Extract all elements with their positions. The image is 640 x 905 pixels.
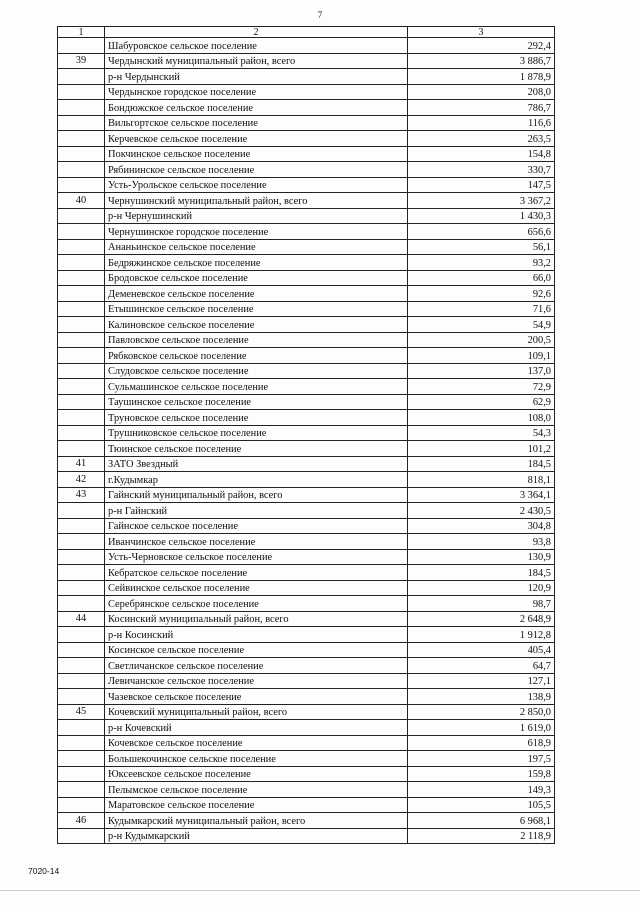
row-value: 1 878,9	[408, 69, 555, 85]
table-row	[58, 720, 555, 736]
row-value: 66,0	[408, 270, 555, 286]
row-value: 304,8	[408, 518, 555, 534]
row-value: 330,7	[408, 162, 555, 178]
row-value: 127,1	[408, 673, 555, 689]
row-number	[58, 689, 105, 705]
header-col-3: 3	[408, 27, 555, 38]
row-value: 149,3	[408, 782, 555, 798]
row-value: 130,9	[408, 549, 555, 565]
row-name: р-н Чердынский	[105, 69, 408, 85]
row-name: Рябковское сельское поселение	[105, 348, 408, 364]
row-value: 208,0	[408, 84, 555, 100]
row-value: 109,1	[408, 348, 555, 364]
row-number	[58, 115, 105, 131]
row-number	[58, 146, 105, 162]
row-number: 39	[58, 53, 105, 69]
row-number	[58, 38, 105, 54]
row-value: 3 367,2	[408, 193, 555, 209]
row-number	[58, 208, 105, 224]
row-name: Кочевское сельское поселение	[105, 735, 408, 751]
row-value: 263,5	[408, 131, 555, 147]
row-name: р-н Гайнский	[105, 503, 408, 519]
row-value: 200,5	[408, 332, 555, 348]
row-name: Труновское сельское поселение	[105, 410, 408, 426]
row-number	[58, 177, 105, 193]
row-number: 46	[58, 813, 105, 829]
row-name: Чазевское сельское поселение	[105, 689, 408, 705]
table-row	[58, 286, 555, 302]
row-number	[58, 286, 105, 302]
row-number	[58, 348, 105, 364]
row-value: 2 850,0	[408, 704, 555, 720]
row-number: 41	[58, 456, 105, 472]
table-row	[58, 813, 555, 829]
row-number: 45	[58, 704, 105, 720]
row-number	[58, 751, 105, 767]
row-value: 818,1	[408, 472, 555, 488]
row-name: Маратовское сельское поселение	[105, 797, 408, 813]
row-number	[58, 332, 105, 348]
table-row	[58, 270, 555, 286]
row-name: Трушниковское сельское поселение	[105, 425, 408, 441]
budget-table	[57, 26, 555, 844]
row-name: Кочевский муниципальный район, всего	[105, 704, 408, 720]
row-number	[58, 69, 105, 85]
row-name: Вильгортское сельское поселение	[105, 115, 408, 131]
table-header	[58, 27, 555, 38]
row-name: Ананьинское сельское поселение	[105, 239, 408, 255]
table-row	[58, 410, 555, 426]
table-row	[58, 503, 555, 519]
row-value: 405,4	[408, 642, 555, 658]
table-row	[58, 673, 555, 689]
row-value: 105,5	[408, 797, 555, 813]
table-row	[58, 828, 555, 844]
header-row	[58, 27, 555, 38]
row-number	[58, 410, 105, 426]
table-row	[58, 456, 555, 472]
row-number	[58, 317, 105, 333]
row-number	[58, 565, 105, 581]
row-name: Тюинское сельское поселение	[105, 441, 408, 457]
row-name: ЗАТО Звездный	[105, 456, 408, 472]
row-value: 137,0	[408, 363, 555, 379]
table-row	[58, 38, 555, 54]
table-row	[58, 596, 555, 612]
row-name: Шабуровское сельское поселение	[105, 38, 408, 54]
row-name: Пелымское сельское поселение	[105, 782, 408, 798]
row-value: 159,8	[408, 766, 555, 782]
row-name: Чердынский муниципальный район, всего	[105, 53, 408, 69]
row-number	[58, 84, 105, 100]
row-number	[58, 239, 105, 255]
row-name: Керчевское сельское поселение	[105, 131, 408, 147]
row-name: Покчинское сельское поселение	[105, 146, 408, 162]
row-value: 618,9	[408, 735, 555, 751]
row-number	[58, 394, 105, 410]
table-row	[58, 332, 555, 348]
row-number	[58, 255, 105, 271]
table-row	[58, 100, 555, 116]
table-row	[58, 255, 555, 271]
row-name: Сейвинское сельское поселение	[105, 580, 408, 596]
table-row	[58, 379, 555, 395]
table-row	[58, 735, 555, 751]
row-number	[58, 797, 105, 813]
row-value: 54,3	[408, 425, 555, 441]
row-number: 44	[58, 611, 105, 627]
row-value: 1 912,8	[408, 627, 555, 643]
row-value: 72,9	[408, 379, 555, 395]
row-value: 3 886,7	[408, 53, 555, 69]
row-value: 92,6	[408, 286, 555, 302]
table-row	[58, 534, 555, 550]
row-value: 1 619,0	[408, 720, 555, 736]
row-number	[58, 363, 105, 379]
row-number	[58, 580, 105, 596]
row-number: 43	[58, 487, 105, 503]
row-value: 154,8	[408, 146, 555, 162]
table-row	[58, 317, 555, 333]
header-col-2: 2	[105, 27, 408, 38]
row-value: 656,6	[408, 224, 555, 240]
row-name: Чердынское городское поселение	[105, 84, 408, 100]
row-name: Кудымкарский муниципальный район, всего	[105, 813, 408, 829]
row-name: Чернушинское городское поселение	[105, 224, 408, 240]
row-value: 184,5	[408, 456, 555, 472]
table-row	[58, 627, 555, 643]
row-name: Павловское сельское поселение	[105, 332, 408, 348]
row-name: Бондюжское сельское поселение	[105, 100, 408, 116]
row-name: Левичанское сельское поселение	[105, 673, 408, 689]
row-value: 3 364,1	[408, 487, 555, 503]
row-name: Таушинское сельское поселение	[105, 394, 408, 410]
table-row	[58, 146, 555, 162]
row-name: Бедряжинское сельское поселение	[105, 255, 408, 271]
row-value: 56,1	[408, 239, 555, 255]
table-row	[58, 348, 555, 364]
row-value: 292,4	[408, 38, 555, 54]
row-number	[58, 828, 105, 844]
row-number	[58, 162, 105, 178]
table-row	[58, 441, 555, 457]
table-row	[58, 766, 555, 782]
row-value: 54,9	[408, 317, 555, 333]
row-value: 101,2	[408, 441, 555, 457]
table-row	[58, 565, 555, 581]
row-name: Иванчинское сельское поселение	[105, 534, 408, 550]
table-row	[58, 162, 555, 178]
row-name: Калиновское сельское поселение	[105, 317, 408, 333]
table-row	[58, 131, 555, 147]
row-name: р-н Косинский	[105, 627, 408, 643]
row-value: 116,6	[408, 115, 555, 131]
row-number	[58, 658, 105, 674]
table-row	[58, 518, 555, 534]
row-value: 62,9	[408, 394, 555, 410]
row-value: 2 118,9	[408, 828, 555, 844]
row-number	[58, 642, 105, 658]
table-body	[58, 38, 555, 844]
row-name: Етышинское сельское поселение	[105, 301, 408, 317]
row-name: Большекочинское сельское поселение	[105, 751, 408, 767]
row-number	[58, 673, 105, 689]
row-name: Гайнское сельское поселение	[105, 518, 408, 534]
table-row	[58, 394, 555, 410]
row-value: 2 430,5	[408, 503, 555, 519]
row-number	[58, 425, 105, 441]
row-value: 93,2	[408, 255, 555, 271]
table-row	[58, 611, 555, 627]
table-row	[58, 580, 555, 596]
row-name: Косинский муниципальный район, всего	[105, 611, 408, 627]
row-name: Деменевское сельское поселение	[105, 286, 408, 302]
table-row	[58, 797, 555, 813]
row-number	[58, 596, 105, 612]
row-value: 138,9	[408, 689, 555, 705]
row-value: 120,9	[408, 580, 555, 596]
row-name: Усть-Черновское сельское поселение	[105, 549, 408, 565]
table-row	[58, 208, 555, 224]
table-row	[58, 239, 555, 255]
table-row	[58, 224, 555, 240]
row-number: 40	[58, 193, 105, 209]
table-row	[58, 689, 555, 705]
table-row	[58, 301, 555, 317]
row-number	[58, 534, 105, 550]
table-row	[58, 53, 555, 69]
row-number	[58, 627, 105, 643]
row-name: Кебратское сельское поселение	[105, 565, 408, 581]
row-number	[58, 379, 105, 395]
table-row	[58, 363, 555, 379]
row-number	[58, 224, 105, 240]
row-value: 147,5	[408, 177, 555, 193]
row-name: Сульмашинское сельское поселение	[105, 379, 408, 395]
table-row	[58, 751, 555, 767]
row-name: Бродовское сельское поселение	[105, 270, 408, 286]
row-name: г.Кудымкар	[105, 472, 408, 488]
row-number	[58, 518, 105, 534]
row-number: 42	[58, 472, 105, 488]
row-name: р-н Кудымкарский	[105, 828, 408, 844]
footer-code: 7020-14	[28, 866, 60, 876]
row-number	[58, 549, 105, 565]
row-value: 64,7	[408, 658, 555, 674]
row-name: р-н Кочевский	[105, 720, 408, 736]
row-name: Серебрянское сельское поселение	[105, 596, 408, 612]
table-row	[58, 704, 555, 720]
header-col-1: 1	[58, 27, 105, 38]
row-name: Гайнский муниципальный район, всего	[105, 487, 408, 503]
table-row	[58, 472, 555, 488]
page-number: 7	[317, 10, 323, 20]
row-name: р-н Чернушинский	[105, 208, 408, 224]
table-row	[58, 69, 555, 85]
row-number	[58, 503, 105, 519]
row-name: Косинское сельское поселение	[105, 642, 408, 658]
row-value: 2 648,9	[408, 611, 555, 627]
row-number	[58, 441, 105, 457]
table-row	[58, 84, 555, 100]
table-row	[58, 177, 555, 193]
row-value: 184,5	[408, 565, 555, 581]
row-value: 6 968,1	[408, 813, 555, 829]
row-value: 93,8	[408, 534, 555, 550]
row-number	[58, 782, 105, 798]
table-row	[58, 658, 555, 674]
row-value: 197,5	[408, 751, 555, 767]
row-name: Чернушинский муниципальный район, всего	[105, 193, 408, 209]
row-name: Слудовское сельское поселение	[105, 363, 408, 379]
row-value: 1 430,3	[408, 208, 555, 224]
table-row	[58, 487, 555, 503]
row-value: 108,0	[408, 410, 555, 426]
row-number	[58, 270, 105, 286]
row-number	[58, 100, 105, 116]
table-row	[58, 549, 555, 565]
row-number	[58, 766, 105, 782]
row-number	[58, 720, 105, 736]
row-number	[58, 131, 105, 147]
table-row	[58, 115, 555, 131]
table-row	[58, 782, 555, 798]
row-name: Усть-Урольское сельское поселение	[105, 177, 408, 193]
table-row	[58, 642, 555, 658]
row-number	[58, 301, 105, 317]
row-number	[58, 735, 105, 751]
bottom-rule	[0, 890, 640, 891]
table-row	[58, 425, 555, 441]
row-value: 786,7	[408, 100, 555, 116]
row-value: 98,7	[408, 596, 555, 612]
row-name: Светличанское сельское поселение	[105, 658, 408, 674]
row-value: 71,6	[408, 301, 555, 317]
row-name: Рябининское сельское поселение	[105, 162, 408, 178]
table-row	[58, 193, 555, 209]
row-name: Юксеевское сельское поселение	[105, 766, 408, 782]
